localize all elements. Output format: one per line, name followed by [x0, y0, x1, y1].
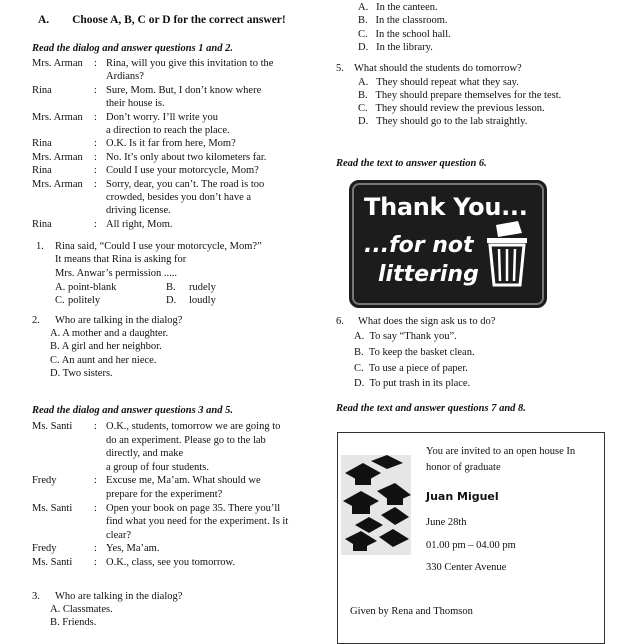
- option-letter: B.: [354, 347, 364, 358]
- invitation-card: [337, 432, 605, 644]
- section-heading: [38, 13, 286, 28]
- option-text: An aunt and her niece.: [61, 355, 157, 366]
- option-text: They should repeat what they say.: [376, 77, 519, 88]
- invitation-date: June 28th: [426, 517, 467, 528]
- dialog-line: Yes, Ma’am.: [106, 543, 160, 555]
- option-letter: D.: [354, 378, 365, 389]
- question-number: 6.: [336, 316, 344, 327]
- option-d[interactable]: [354, 377, 470, 390]
- question-5-text: What should the students do tomorrow?: [354, 63, 522, 74]
- option-text: To keep the basket clean.: [368, 347, 475, 358]
- option-letter: C.: [358, 28, 368, 40]
- dialog-line: find what you need for the experiment. Is it: [106, 516, 289, 528]
- option-letter: A.: [55, 282, 66, 293]
- section-title: Choose A, B, C or D for the correct answer!: [72, 14, 286, 26]
- option-c[interactable]: [55, 294, 101, 307]
- option-letter: D.: [50, 368, 61, 379]
- option-d[interactable]: [358, 115, 527, 128]
- speaker-colon: :: [94, 111, 97, 123]
- question-6-text: What does the sign ask us to do?: [358, 316, 496, 327]
- instruction-text-6: Read the text to answer question 6.: [336, 158, 487, 169]
- option-d[interactable]: [166, 294, 216, 307]
- option-letter: A.: [358, 77, 369, 88]
- speaker-name: Fredy: [32, 543, 57, 555]
- speaker-name: Mrs. Arman: [32, 178, 83, 190]
- option-b[interactable]: [50, 616, 96, 629]
- option-c[interactable]: [354, 362, 468, 375]
- option-d[interactable]: [358, 41, 451, 54]
- sign-line-2: ...for not: [364, 233, 474, 258]
- option-letter: B.: [358, 90, 368, 101]
- question-1: [36, 240, 306, 306]
- option-b[interactable]: [358, 89, 561, 102]
- speaker-colon: :: [94, 178, 97, 190]
- option-letter: A.: [50, 604, 61, 615]
- sign-line-3: littering: [378, 262, 479, 287]
- instruction-dialog-2: Read the dialog and answer questions 3 and 5.: [32, 405, 233, 416]
- speaker-colon: :: [94, 138, 97, 150]
- question-number: 5.: [336, 63, 344, 74]
- speaker-colon: :: [94, 543, 97, 555]
- invitation-given-by: Given by Rena and Thomson: [350, 606, 473, 617]
- option-text: In the canteen.: [376, 2, 438, 13]
- speaker-colon: :: [94, 58, 97, 69]
- option-letter: C.: [358, 103, 368, 114]
- graduate-name: Juan Miguel: [426, 490, 499, 503]
- option-text: They should go to the lab straightly.: [376, 116, 528, 127]
- speaker-colon: :: [94, 475, 97, 487]
- option-text: In the classroom.: [375, 15, 448, 27]
- instruction-dialog-1: Read the dialog and answer questions 1 and 2.: [32, 43, 233, 54]
- dialog-line: All right, Mom.: [106, 218, 173, 230]
- speaker-name: Ms. Santi: [32, 557, 73, 568]
- dialog-line: crowded, besides you don’t have a: [106, 192, 252, 203]
- dialog-line: No. It’s only about two kilometers far.: [106, 151, 267, 163]
- option-b[interactable]: [358, 14, 451, 27]
- dialog-line: driving license.: [106, 205, 171, 217]
- speaker-colon: :: [94, 151, 97, 163]
- speaker-name: Rina: [32, 84, 52, 96]
- option-text: rudely: [189, 282, 216, 293]
- speaker-colon: :: [94, 557, 97, 568]
- invitation-time: 01.00 pm – 04.00 pm: [426, 540, 516, 551]
- option-a[interactable]: [354, 330, 457, 343]
- option-letter: C.: [55, 295, 65, 306]
- question-number: 1.: [36, 241, 44, 252]
- dialog-line: Could I use your motorcycle, Mom?: [106, 165, 259, 177]
- dialog-line: Ardians?: [106, 71, 144, 83]
- dialog-line: a group of four students.: [106, 461, 209, 473]
- option-text: They should review the previous lesson.: [375, 103, 545, 114]
- dialog-line: Don’t worry. I’ll write you: [106, 111, 218, 123]
- dialog-line: O.K. Is it far from here, Mom?: [106, 138, 236, 150]
- option-c[interactable]: [358, 102, 545, 115]
- option-letter: A.: [354, 331, 365, 342]
- trash-can-icon: [484, 221, 530, 287]
- option-text: politely: [68, 295, 101, 306]
- option-text: A mother and a daughter.: [62, 328, 169, 339]
- speaker-colon: :: [94, 84, 97, 96]
- dialog-line: Excuse me, Ma’am. What should we: [106, 475, 261, 487]
- dialog-line: prepare for the experiment?: [106, 489, 223, 500]
- option-letter: B.: [50, 617, 60, 628]
- instruction-text-7-8: Read the text and answer questions 7 and 8.: [336, 403, 526, 414]
- speaker-name: Ms. Santi: [32, 502, 73, 514]
- question-line: Mrs. Anwar’s permission .....: [55, 267, 178, 279]
- option-text: To put trash in its place.: [369, 378, 471, 389]
- option-text: In the school hall.: [375, 28, 451, 40]
- dialog-line: Open your book on page 35. There you’ll: [106, 502, 281, 514]
- dialog-line: Sure, Mom. But, I don’t know where: [106, 84, 262, 96]
- option-text: In the library.: [376, 42, 433, 54]
- dialog-line: O.K., class, see you tomorrow.: [106, 557, 236, 568]
- dialog-line: their house is.: [106, 98, 165, 110]
- section-letter: A.: [38, 14, 50, 26]
- question-3-text: Who are talking in the dialog?: [55, 591, 183, 602]
- option-b[interactable]: [354, 346, 475, 359]
- dialog-line: a direction to reach the place.: [106, 125, 230, 136]
- speaker-name: Mrs. Arman: [32, 151, 83, 163]
- dialog-line: clear?: [106, 529, 132, 541]
- dialog-line: do an experiment. Please go to the lab: [106, 434, 266, 446]
- option-a[interactable]: [50, 327, 168, 340]
- question-line: Rina said, “Could I use your motorcycle, Mom?”: [55, 241, 262, 252]
- speaker-name: Rina: [32, 218, 52, 230]
- option-letter: A.: [358, 2, 369, 13]
- option-c[interactable]: [358, 28, 451, 41]
- option-text: loudly: [189, 295, 216, 306]
- option-letter: D.: [358, 116, 369, 127]
- dialog-line: directly, and make: [106, 448, 184, 460]
- invitation-line-2: honor of graduate: [426, 462, 501, 473]
- option-d[interactable]: [50, 367, 113, 380]
- option-text: They should prepare themselves for the test.: [375, 90, 562, 101]
- sign-line-1: Thank You...: [364, 193, 528, 221]
- graduation-caps-image: [341, 455, 411, 555]
- speaker-name: Mrs. Arman: [32, 58, 83, 69]
- question-number: 2.: [32, 315, 40, 326]
- question-1-text: [55, 240, 262, 280]
- option-b[interactable]: [166, 281, 216, 294]
- speaker-name: Ms. Santi: [32, 421, 73, 432]
- option-text: point-blank: [68, 282, 117, 293]
- option-letter: B.: [358, 15, 368, 27]
- option-letter: B.: [166, 282, 176, 293]
- invitation-line-1: You are invited to an open house In: [426, 446, 576, 457]
- option-text: Friends.: [62, 617, 97, 628]
- option-a[interactable]: [358, 76, 519, 89]
- option-b[interactable]: [50, 340, 162, 353]
- option-letter: B.: [50, 341, 60, 352]
- dialog-line: O.K., students, tomorrow we are going to: [106, 421, 281, 432]
- option-letter: D.: [358, 42, 369, 54]
- invitation-address: 330 Center Avenue: [426, 562, 507, 573]
- speaker-name: Fredy: [32, 475, 57, 487]
- option-a[interactable]: [50, 603, 113, 616]
- option-a[interactable]: [55, 281, 117, 294]
- question-2-text: Who are talking in the dialog?: [55, 315, 183, 326]
- option-letter: C.: [354, 363, 364, 374]
- speaker-name: Rina: [32, 165, 52, 177]
- speaker-colon: :: [94, 218, 97, 230]
- option-text: Two sisters.: [62, 368, 113, 379]
- question-number: 3.: [32, 591, 40, 602]
- speaker-colon: :: [94, 502, 97, 514]
- option-letter: C.: [50, 355, 60, 366]
- option-text: To use a piece of paper.: [368, 363, 468, 374]
- option-letter: A.: [50, 328, 61, 339]
- option-text: To say “Thank you”.: [369, 331, 457, 342]
- option-letter: D.: [166, 295, 177, 306]
- option-text: Classmates.: [62, 604, 113, 615]
- speaker-name: Rina: [32, 138, 52, 150]
- option-text: A girl and her neighbor.: [61, 341, 162, 352]
- thank-you-sign: [349, 180, 547, 308]
- option-a[interactable]: [358, 1, 451, 14]
- dialog-line: Sorry, dear, you can’t. The road is too: [106, 178, 265, 190]
- option-c[interactable]: [50, 354, 156, 367]
- speaker-colon: :: [94, 421, 97, 432]
- speaker-name: Mrs. Arman: [32, 111, 83, 123]
- speaker-colon: :: [94, 165, 97, 177]
- question-4-options: [358, 1, 451, 55]
- question-line: It means that Rina is asking for: [55, 254, 187, 266]
- dialog-line: Rina, will you give this invitation to the: [106, 58, 274, 69]
